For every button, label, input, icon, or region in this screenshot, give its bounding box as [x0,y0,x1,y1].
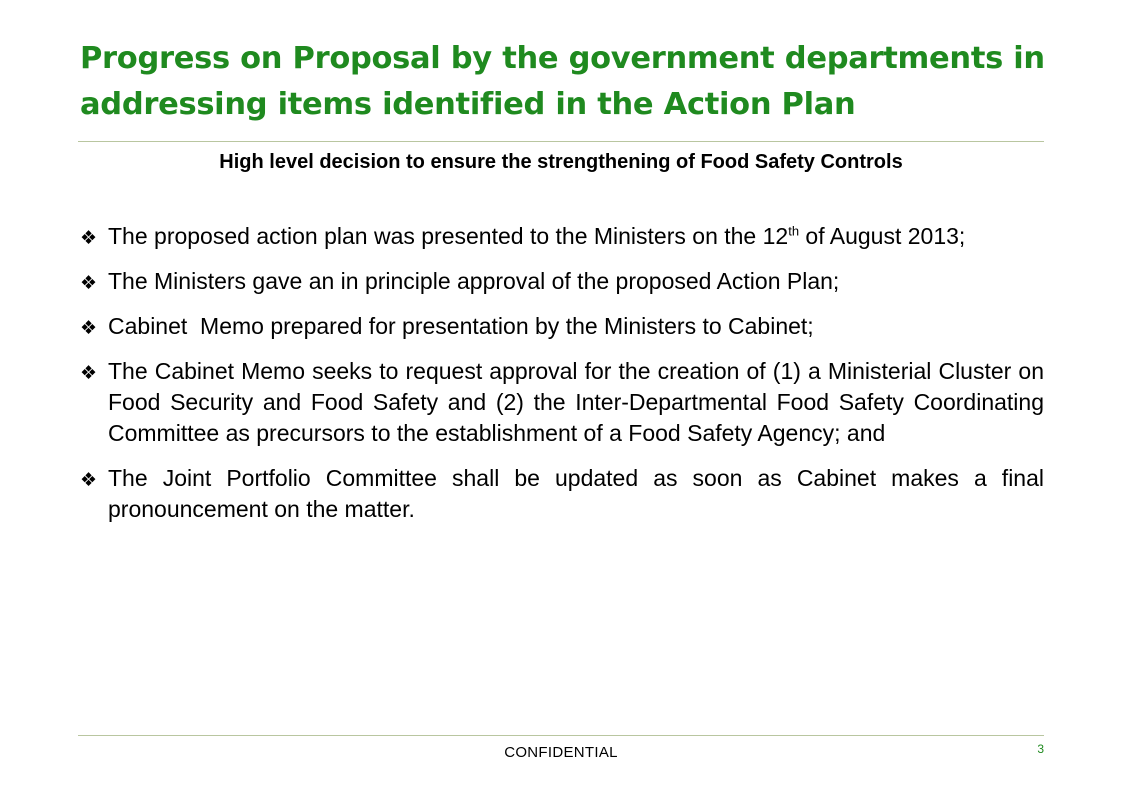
bullet-item-5 [78,463,1044,525]
ordinal-suffix: th [788,223,800,239]
diamond-bullet-icon: ❖ [80,469,98,491]
bullet-item-2 [78,266,1044,297]
diamond-bullet-icon: ❖ [80,362,98,384]
bullet-item-3 [78,311,1044,342]
bullet-5-text: The Joint Portfolio Committee shall be updated as soon as Cabinet makes a final pronouncement on the matter. [108,465,1044,522]
diamond-bullet-icon: ❖ [80,272,98,294]
bullet-item-4 [78,356,1044,449]
bullet-item-1 [78,221,1044,252]
bullet-list [78,221,1044,539]
footer-divider [78,735,1044,736]
bullet-1-text-end: of August 2013; [799,223,966,249]
slide-subtitle: High level decision to ensure the strengthening of Food Safety Controls [219,151,903,173]
bullet-4-text: The Cabinet Memo seeks to request approval for the creation of (1) a Ministerial Cluster on Food Security and Food Safety and (2) the Inter-Departmental Food Safety Coordinating Committee as precursors to the establishment of a Food Safety Agency; and [108,358,1044,446]
slide-title: Progress on Proposal by the government departments in addressing items identified in the Action Plan [80,41,1045,122]
diamond-bullet-icon: ❖ [80,317,98,339]
bullet-1-text: The proposed action plan was presented to the Ministers on the 12 [108,223,789,249]
diamond-bullet-icon: ❖ [80,227,98,249]
bullet-2-text: The Ministers gave an in principle approval of the proposed Action Plan; [108,268,840,294]
bullet-3-text: Cabinet Memo prepared for presentation by the Ministers to Cabinet; [108,313,814,339]
title-divider [78,141,1044,142]
page-number: 3 [1037,742,1044,756]
confidential-footer: CONFIDENTIAL [504,744,618,761]
